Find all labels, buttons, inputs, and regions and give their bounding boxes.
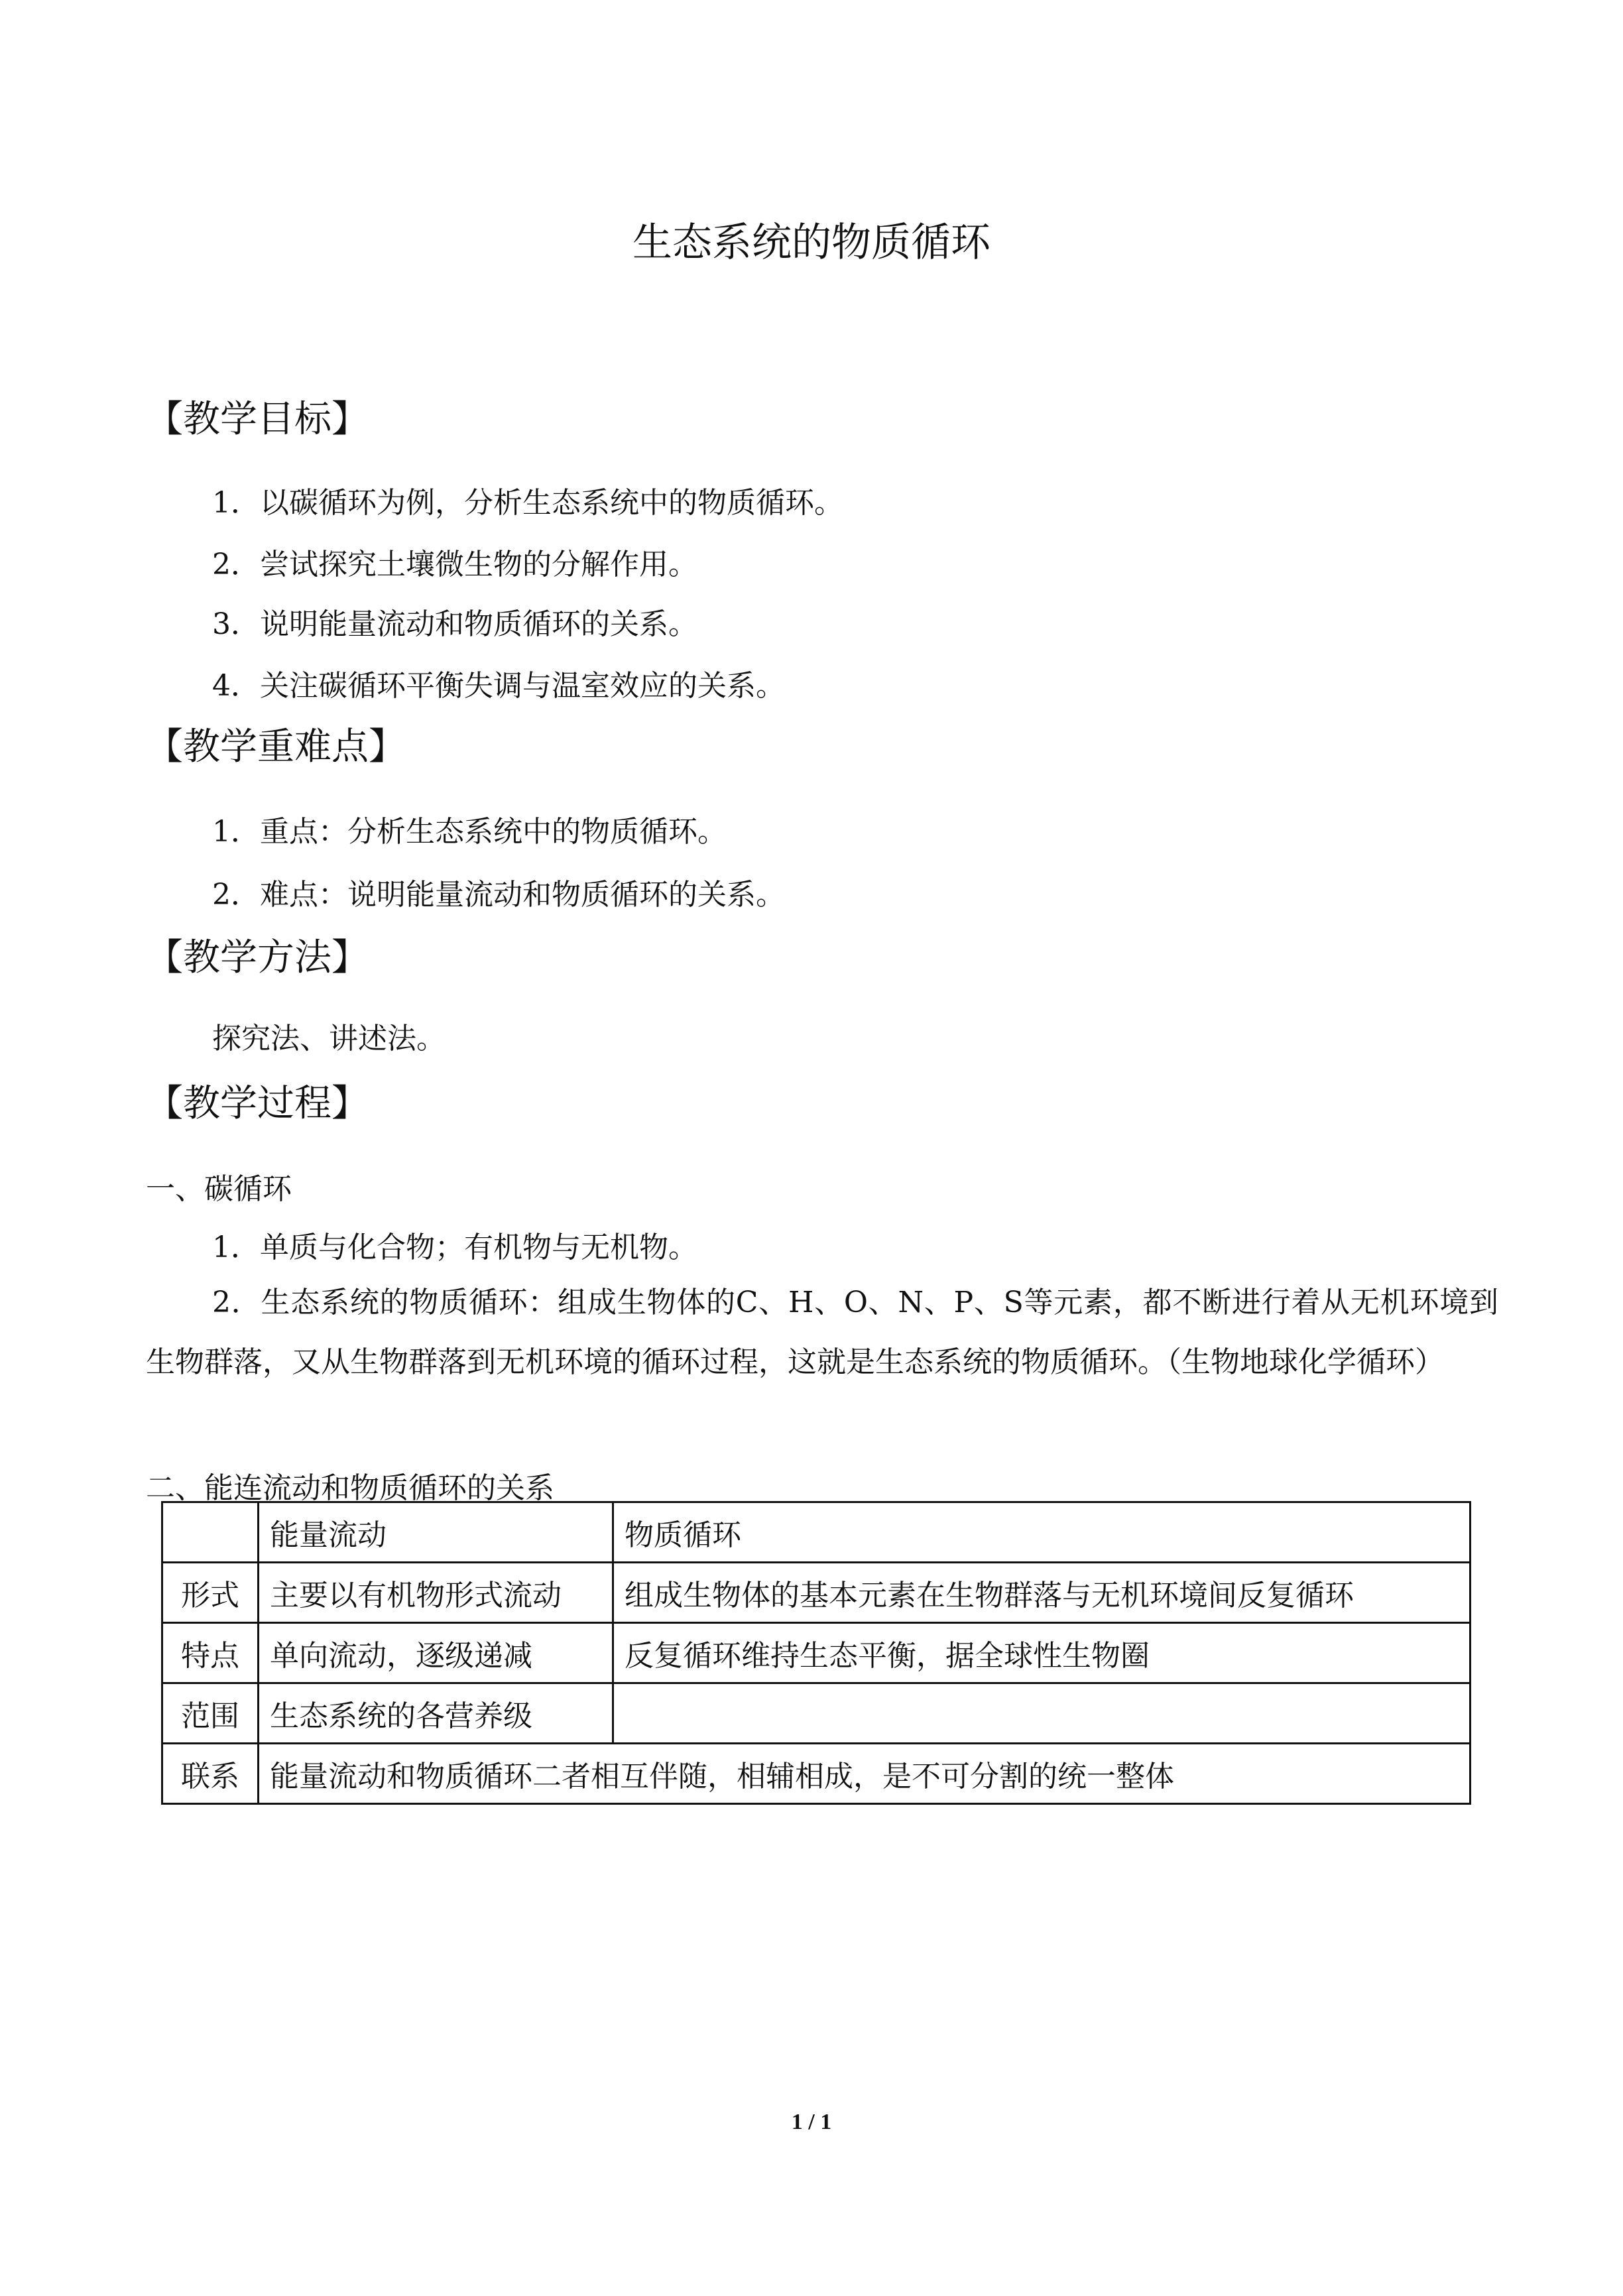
table-header-cell: 能量流动 — [259, 1502, 613, 1563]
table-header-row — [162, 1502, 1471, 1563]
row-label: 范围 — [162, 1683, 259, 1744]
methods-text: 探究法、讲述法。 — [212, 1022, 446, 1056]
row-label: 联系 — [162, 1744, 259, 1804]
part1-title: 一、碳循环 — [146, 1172, 292, 1206]
objective-item: 3．说明能量流动和物质循环的关系。 — [212, 607, 697, 641]
part2-title: 二、能连流动和物质循环的关系 — [146, 1471, 554, 1505]
objectives-heading: 【教学目标】 — [146, 398, 369, 441]
methods-heading: 【教学方法】 — [146, 936, 369, 979]
table-header-cell: 物质循环 — [613, 1502, 1471, 1563]
objective-item: 1．以碳循环为例，分析生态系统中的物质循环。 — [212, 486, 843, 520]
key-points-heading: 【教学重难点】 — [146, 725, 406, 768]
table-cell: 生态系统的各营养级 — [259, 1683, 613, 1744]
page-number: 1 / 1 — [791, 2110, 832, 2134]
table-cell: 组成生物体的基本元素在生物群落与无机环境间反复循环 — [613, 1563, 1471, 1623]
table-row — [162, 1744, 1471, 1804]
table-row — [162, 1563, 1471, 1623]
part1-paragraph: 2．生态系统的物质循环：组成生物体的C、H、O、N、P、S等元素，都不断进行着从无机环境到生物群落，又从生物群落到无机环境的循环过程，这就是生态系统的物质循环。（生物地球化学循环） — [146, 1286, 1498, 1379]
table-cell — [613, 1683, 1471, 1744]
part1-item: 1．单质与化合物；有机物与无机物。 — [212, 1231, 697, 1264]
table-cell: 单向流动，逐级递减 — [259, 1623, 613, 1683]
comparison-table — [161, 1501, 1471, 1805]
row-label: 特点 — [162, 1623, 259, 1683]
row-label: 形式 — [162, 1563, 259, 1623]
table-cell: 能量流动和物质循环二者相互伴随，相辅相成，是不可分割的统一整体 — [259, 1744, 1471, 1804]
table-cell: 反复循环维持生态平衡，据全球性生物圈 — [613, 1623, 1471, 1683]
page-title: 生态系统的物质循环 — [632, 219, 991, 266]
table-cell: 主要以有机物形式流动 — [259, 1563, 613, 1623]
table-row — [162, 1623, 1471, 1683]
key-point-item: 1．重点：分析生态系统中的物质循环。 — [212, 815, 727, 849]
table-row — [162, 1683, 1471, 1744]
key-point-item: 2．难点：说明能量流动和物质循环的关系。 — [212, 878, 785, 912]
objective-item: 2．尝试探究土壤微生物的分解作用。 — [212, 548, 697, 581]
table-cell — [162, 1502, 259, 1563]
process-heading: 【教学过程】 — [146, 1082, 369, 1125]
objective-item: 4．关注碳循环平衡失调与温室效应的关系。 — [212, 669, 785, 703]
